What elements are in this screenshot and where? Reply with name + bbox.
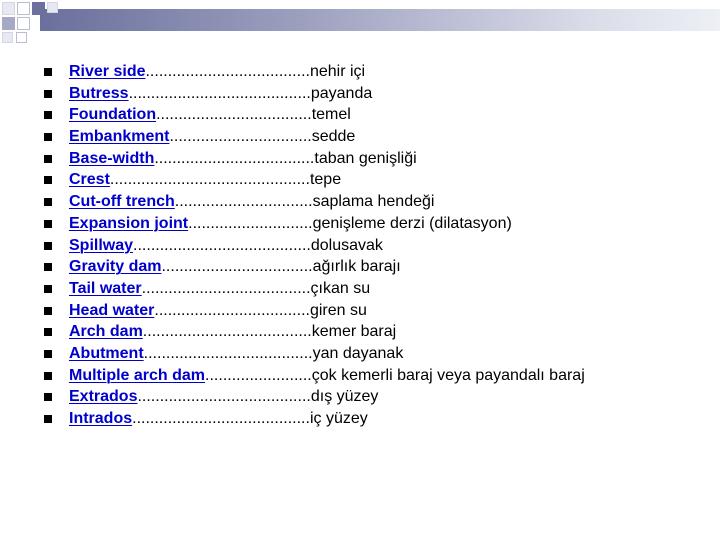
turkish-translation: giren su xyxy=(309,301,367,319)
square-bullet-icon xyxy=(44,198,52,206)
list-item xyxy=(44,191,714,213)
list-item xyxy=(44,235,714,257)
list-item xyxy=(44,148,714,170)
english-term: Butress xyxy=(69,84,129,102)
turkish-translation: tepe xyxy=(309,171,342,189)
square-bullet-icon xyxy=(44,176,52,184)
dot-leader: ....................................... xyxy=(137,388,311,406)
list-item xyxy=(44,104,714,126)
square-bullet-icon xyxy=(44,393,52,401)
dot-leader: ..................................... xyxy=(145,63,310,80)
list-item xyxy=(44,278,714,300)
square-bullet-icon xyxy=(44,307,52,315)
english-term: Embankment xyxy=(69,128,170,146)
list-item xyxy=(44,365,714,387)
square-bullet-icon xyxy=(44,328,52,336)
dot-leader: ................................ xyxy=(169,128,312,146)
dot-leader: .................................... xyxy=(154,149,315,167)
english-term: Spillway xyxy=(69,236,134,254)
dot-leader: ...................................... xyxy=(142,323,312,341)
dot-leader: ........................................ xyxy=(132,410,310,427)
turkish-translation: dolusavak xyxy=(310,236,383,254)
deco-square xyxy=(17,2,30,15)
english-term: Extrados xyxy=(69,388,138,406)
turkish-translation: iç yüzey xyxy=(309,410,368,427)
deco-square xyxy=(47,2,58,13)
turkish-translation: yan dayanak xyxy=(312,344,404,362)
dot-leader: .................................. xyxy=(161,258,313,276)
header-gradient-bar xyxy=(40,9,720,31)
turkish-translation: çıkan su xyxy=(310,279,371,297)
turkish-translation: ağırlık barajı xyxy=(312,258,401,276)
english-term: Multiple arch dam xyxy=(69,366,206,384)
dot-leader: ........................ xyxy=(205,366,312,384)
turkish-translation: saplama hendeği xyxy=(312,193,435,211)
english-term: Intrados xyxy=(69,410,133,427)
list-item xyxy=(44,126,714,148)
square-bullet-icon xyxy=(44,111,52,119)
list-item xyxy=(44,256,714,278)
square-bullet-icon xyxy=(44,415,52,423)
decorative-header-band xyxy=(0,0,720,50)
square-bullet-icon xyxy=(44,372,52,380)
dot-leader: ................................... xyxy=(154,301,310,319)
list-item xyxy=(44,61,714,83)
vocabulary-list xyxy=(44,61,714,430)
english-term: Gravity dam xyxy=(69,258,162,276)
turkish-translation: temel xyxy=(311,106,351,124)
square-bullet-icon xyxy=(44,350,52,358)
english-term: Arch dam xyxy=(69,323,143,341)
english-term: Abutment xyxy=(69,344,144,362)
turkish-translation: nehir içi xyxy=(309,63,366,80)
turkish-translation: kemer baraj xyxy=(311,323,397,341)
deco-square xyxy=(2,17,15,30)
turkish-translation: payanda xyxy=(310,84,373,102)
turkish-translation: sedde xyxy=(311,128,356,146)
square-bullet-icon xyxy=(44,90,52,98)
list-item xyxy=(44,83,714,105)
dot-leader: ............................... xyxy=(174,193,313,211)
deco-square xyxy=(2,32,13,43)
list-item xyxy=(44,408,714,430)
dot-leader: ...................................... xyxy=(141,279,311,297)
dot-leader: ...................................... xyxy=(143,344,313,362)
dot-leader: ......................................... xyxy=(128,84,311,102)
deco-square xyxy=(32,2,45,15)
list-item xyxy=(44,343,714,365)
list-item xyxy=(44,169,714,191)
english-term: Expansion joint xyxy=(69,214,189,232)
english-term: Tail water xyxy=(69,279,142,297)
english-term: Foundation xyxy=(69,106,157,124)
list-item xyxy=(44,213,714,235)
dot-leader: ............................ xyxy=(188,214,313,232)
dot-leader: ................................... xyxy=(156,106,312,124)
square-bullet-icon xyxy=(44,68,52,76)
square-bullet-icon xyxy=(44,133,52,141)
turkish-translation: dış yüzey xyxy=(310,388,379,406)
english-term: Crest xyxy=(69,171,110,189)
square-bullet-icon xyxy=(44,263,52,271)
square-bullet-icon xyxy=(44,285,52,293)
deco-square xyxy=(16,32,27,43)
english-term: Cut-off trench xyxy=(69,193,175,211)
square-bullet-icon xyxy=(44,220,52,228)
square-bullet-icon xyxy=(44,155,52,163)
dot-leader: ........................................ xyxy=(133,236,311,254)
deco-square xyxy=(17,17,30,30)
english-term: Base-width xyxy=(69,149,155,167)
deco-square xyxy=(2,2,15,15)
turkish-translation: çok kemerli baraj veya payandalı baraj xyxy=(311,366,585,384)
list-item xyxy=(44,300,714,322)
english-term: River side xyxy=(69,63,146,80)
list-item xyxy=(44,321,714,343)
turkish-translation: genişleme derzi (dilatasyon) xyxy=(312,214,512,232)
list-item xyxy=(44,386,714,408)
dot-leader: ............................................. xyxy=(109,171,310,189)
turkish-translation: taban genişliği xyxy=(314,149,417,167)
english-term: Head water xyxy=(69,301,155,319)
square-bullet-icon xyxy=(44,242,52,250)
